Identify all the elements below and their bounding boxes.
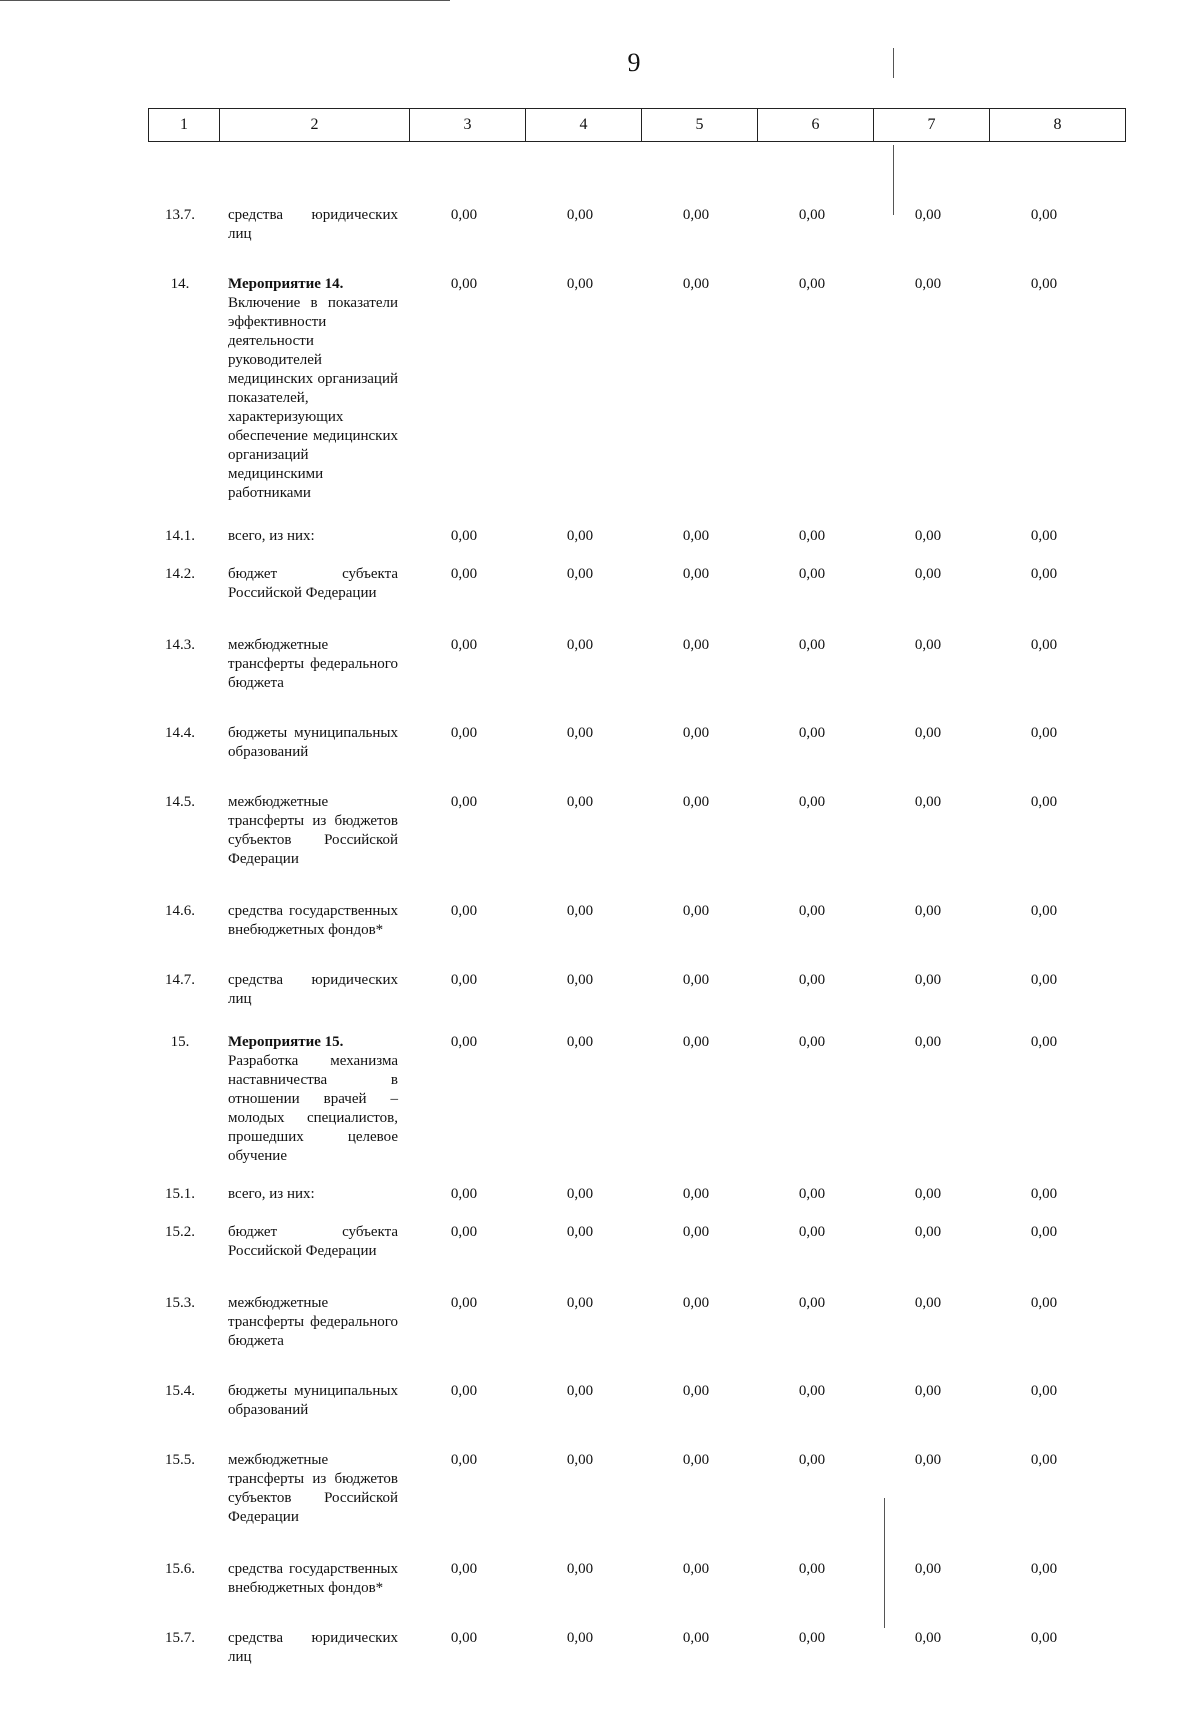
value-col-7: 0,00 [914,637,942,653]
value-col-5: 0,00 [682,528,710,544]
value-col-5: 0,00 [682,1452,710,1468]
row-number: 15.6. [165,1561,195,1577]
table-body [148,206,1102,1667]
value-col-5: 0,00 [682,794,710,810]
value-col-6: 0,00 [798,903,826,919]
description-text: Включение в показатели эффективности деятельности руководителей медицинских организаций показателей, характеризующих обеспечение медицинских организаций медицинскими работниками [228,295,398,501]
row-description [228,206,398,244]
table-row [148,1629,1102,1667]
value-col-4: 0,00 [566,637,594,653]
value-col-7: 0,00 [914,1452,942,1468]
value-col-8: 0,00 [1030,903,1058,919]
row-description [228,527,398,546]
row-description [228,1629,398,1667]
value-col-5: 0,00 [682,1383,710,1399]
value-col-4: 0,00 [566,1186,594,1202]
row-number: 13.7. [165,207,195,223]
value-col-4: 0,00 [566,528,594,544]
value-col-3: 0,00 [450,1295,478,1311]
description-text: Разработка механизма наставничества в отношении врачей – молодых специалистов, прошедших целевое обучение [228,1053,398,1164]
value-col-3: 0,00 [450,1561,478,1577]
row-description [228,275,398,503]
value-col-5: 0,00 [682,1561,710,1577]
table-row [148,1382,1102,1420]
value-col-8: 0,00 [1030,1295,1058,1311]
row-number: 15.3. [165,1295,195,1311]
row-number: 15.7. [165,1630,195,1646]
value-col-8: 0,00 [1030,725,1058,741]
scan-mark [893,48,894,78]
value-col-8: 0,00 [1030,1630,1058,1646]
value-col-5: 0,00 [682,903,710,919]
value-col-5: 0,00 [682,566,710,582]
table-row [148,793,1102,869]
header-col-1: 1 [180,116,188,133]
value-col-7: 0,00 [914,566,942,582]
value-col-4: 0,00 [566,794,594,810]
value-col-3: 0,00 [450,1383,478,1399]
value-col-6: 0,00 [798,1034,826,1050]
value-col-5: 0,00 [682,1186,710,1202]
value-col-6: 0,00 [798,1295,826,1311]
row-number: 14.3. [165,637,195,653]
description-text: средства государственных внебюджетных фондов* [228,903,398,938]
value-col-3: 0,00 [450,1186,478,1202]
value-col-6: 0,00 [798,566,826,582]
header-col-7: 7 [873,109,989,141]
value-col-7: 0,00 [914,1561,942,1577]
header-col-8: 8 [989,109,1125,141]
table-row [148,565,1102,603]
value-col-4: 0,00 [566,1383,594,1399]
scan-mark [884,1498,885,1628]
row-description [228,565,398,603]
row-number: 14.6. [165,903,195,919]
description-text: межбюджетные трансферты из бюджетов субъектов Российской Федерации [228,794,398,867]
row-description [228,1223,398,1261]
value-col-6: 0,00 [798,972,826,988]
value-col-7: 0,00 [914,1224,942,1240]
header-col-2: 2 [219,109,409,141]
row-number: 14.2. [165,566,195,582]
table-row [148,1560,1102,1598]
description-text: средства юридических лиц [228,207,398,242]
value-col-6: 0,00 [798,725,826,741]
description-text: межбюджетные трансферты федерального бюджета [228,1295,398,1349]
value-col-4: 0,00 [566,903,594,919]
value-col-4: 0,00 [566,1561,594,1577]
value-col-6: 0,00 [798,1186,826,1202]
value-col-6: 0,00 [798,637,826,653]
row-description [228,1451,398,1527]
value-col-6: 0,00 [798,207,826,223]
value-col-8: 0,00 [1030,1561,1058,1577]
value-col-3: 0,00 [450,528,478,544]
value-col-5: 0,00 [682,207,710,223]
value-col-7: 0,00 [914,972,942,988]
description-text: межбюджетные трансферты федерального бюджета [228,637,398,691]
value-col-6: 0,00 [798,1383,826,1399]
value-col-8: 0,00 [1030,794,1058,810]
value-col-4: 0,00 [566,276,594,292]
value-col-6: 0,00 [798,794,826,810]
value-col-5: 0,00 [682,276,710,292]
value-col-8: 0,00 [1030,276,1058,292]
value-col-7: 0,00 [914,1630,942,1646]
value-col-7: 0,00 [914,1295,942,1311]
description-text: средства юридических лиц [228,972,398,1007]
value-col-7: 0,00 [914,1186,942,1202]
value-col-3: 0,00 [450,276,478,292]
value-col-8: 0,00 [1030,1186,1058,1202]
row-description [228,902,398,940]
value-col-7: 0,00 [914,276,942,292]
value-col-3: 0,00 [450,794,478,810]
value-col-7: 0,00 [914,528,942,544]
value-col-8: 0,00 [1030,972,1058,988]
row-description [228,971,398,1009]
header-col-5: 5 [641,109,757,141]
value-col-6: 0,00 [798,528,826,544]
row-description [228,636,398,693]
value-col-8: 0,00 [1030,1383,1058,1399]
table-row [148,1033,1102,1166]
value-col-7: 0,00 [914,794,942,810]
table-row [148,1294,1102,1351]
row-number: 14.7. [165,972,195,988]
value-col-3: 0,00 [450,566,478,582]
scan-mark [893,145,894,215]
value-col-4: 0,00 [566,1630,594,1646]
value-col-8: 0,00 [1030,1034,1058,1050]
header-col-6: 6 [757,109,873,141]
value-col-4: 0,00 [566,972,594,988]
value-col-5: 0,00 [682,637,710,653]
description-text: бюджеты муниципальных образований [228,725,398,760]
table-row [148,636,1102,693]
table-row [148,1223,1102,1261]
value-col-7: 0,00 [914,207,942,223]
value-col-5: 0,00 [682,972,710,988]
value-col-5: 0,00 [682,1034,710,1050]
row-number: 15.4. [165,1383,195,1399]
value-col-7: 0,00 [914,1034,942,1050]
description-text: всего, из них: [228,1186,315,1202]
value-col-4: 0,00 [566,566,594,582]
value-col-6: 0,00 [798,1630,826,1646]
description-text: средства государственных внебюджетных фондов* [228,1561,398,1596]
value-col-8: 0,00 [1030,1452,1058,1468]
row-description [228,1185,398,1204]
description-text: бюджет субъекта Российской Федерации [228,1224,398,1259]
row-number: 15.1. [165,1186,195,1202]
value-col-4: 0,00 [566,1034,594,1050]
value-col-4: 0,00 [566,207,594,223]
row-description [228,724,398,762]
description-text: межбюджетные трансферты из бюджетов субъектов Российской Федерации [228,1452,398,1525]
description-text: средства юридических лиц [228,1630,398,1665]
row-number: 15.2. [165,1224,195,1240]
description-text: всего, из них: [228,528,315,544]
value-col-5: 0,00 [682,1295,710,1311]
table-row [148,902,1102,940]
value-col-4: 0,00 [566,1224,594,1240]
measure-title: Мероприятие 15. [228,1034,344,1050]
row-description [228,1382,398,1420]
value-col-6: 0,00 [798,1224,826,1240]
value-col-3: 0,00 [450,1224,478,1240]
value-col-8: 0,00 [1030,566,1058,582]
value-col-3: 0,00 [450,1034,478,1050]
table-row [148,275,1102,503]
value-col-7: 0,00 [914,903,942,919]
table-row [148,724,1102,762]
row-number: 15.5. [165,1452,195,1468]
row-number: 14. [170,276,190,292]
value-col-4: 0,00 [566,1295,594,1311]
header-col-4: 4 [525,109,641,141]
value-col-6: 0,00 [798,1561,826,1577]
header-col-3: 3 [409,109,525,141]
table-header-row [148,108,1126,142]
value-col-3: 0,00 [450,207,478,223]
page-number: 9 [627,48,641,77]
value-col-5: 0,00 [682,1630,710,1646]
row-number: 14.4. [165,725,195,741]
value-col-6: 0,00 [798,1452,826,1468]
value-col-4: 0,00 [566,725,594,741]
value-col-3: 0,00 [450,1452,478,1468]
table-row [148,527,1102,546]
row-description [228,1033,398,1166]
row-description [228,1560,398,1598]
row-number: 15. [170,1034,190,1050]
table-row [148,1185,1102,1204]
value-col-3: 0,00 [450,903,478,919]
scan-mark [0,0,450,1]
value-col-7: 0,00 [914,1383,942,1399]
value-col-7: 0,00 [914,725,942,741]
value-col-6: 0,00 [798,276,826,292]
value-col-3: 0,00 [450,1630,478,1646]
value-col-3: 0,00 [450,637,478,653]
measure-title: Мероприятие 14. [228,276,344,292]
value-col-5: 0,00 [682,725,710,741]
table-row [148,971,1102,1009]
row-description [228,1294,398,1351]
value-col-3: 0,00 [450,972,478,988]
value-col-8: 0,00 [1030,528,1058,544]
description-text: бюджеты муниципальных образований [228,1383,398,1418]
table-row [148,206,1102,244]
value-col-5: 0,00 [682,1224,710,1240]
row-number: 14.1. [165,528,195,544]
value-col-8: 0,00 [1030,207,1058,223]
value-col-3: 0,00 [450,725,478,741]
row-description [228,793,398,869]
table-row [148,1451,1102,1527]
value-col-8: 0,00 [1030,637,1058,653]
row-number: 14.5. [165,794,195,810]
description-text: бюджет субъекта Российской Федерации [228,566,398,601]
value-col-8: 0,00 [1030,1224,1058,1240]
value-col-4: 0,00 [566,1452,594,1468]
